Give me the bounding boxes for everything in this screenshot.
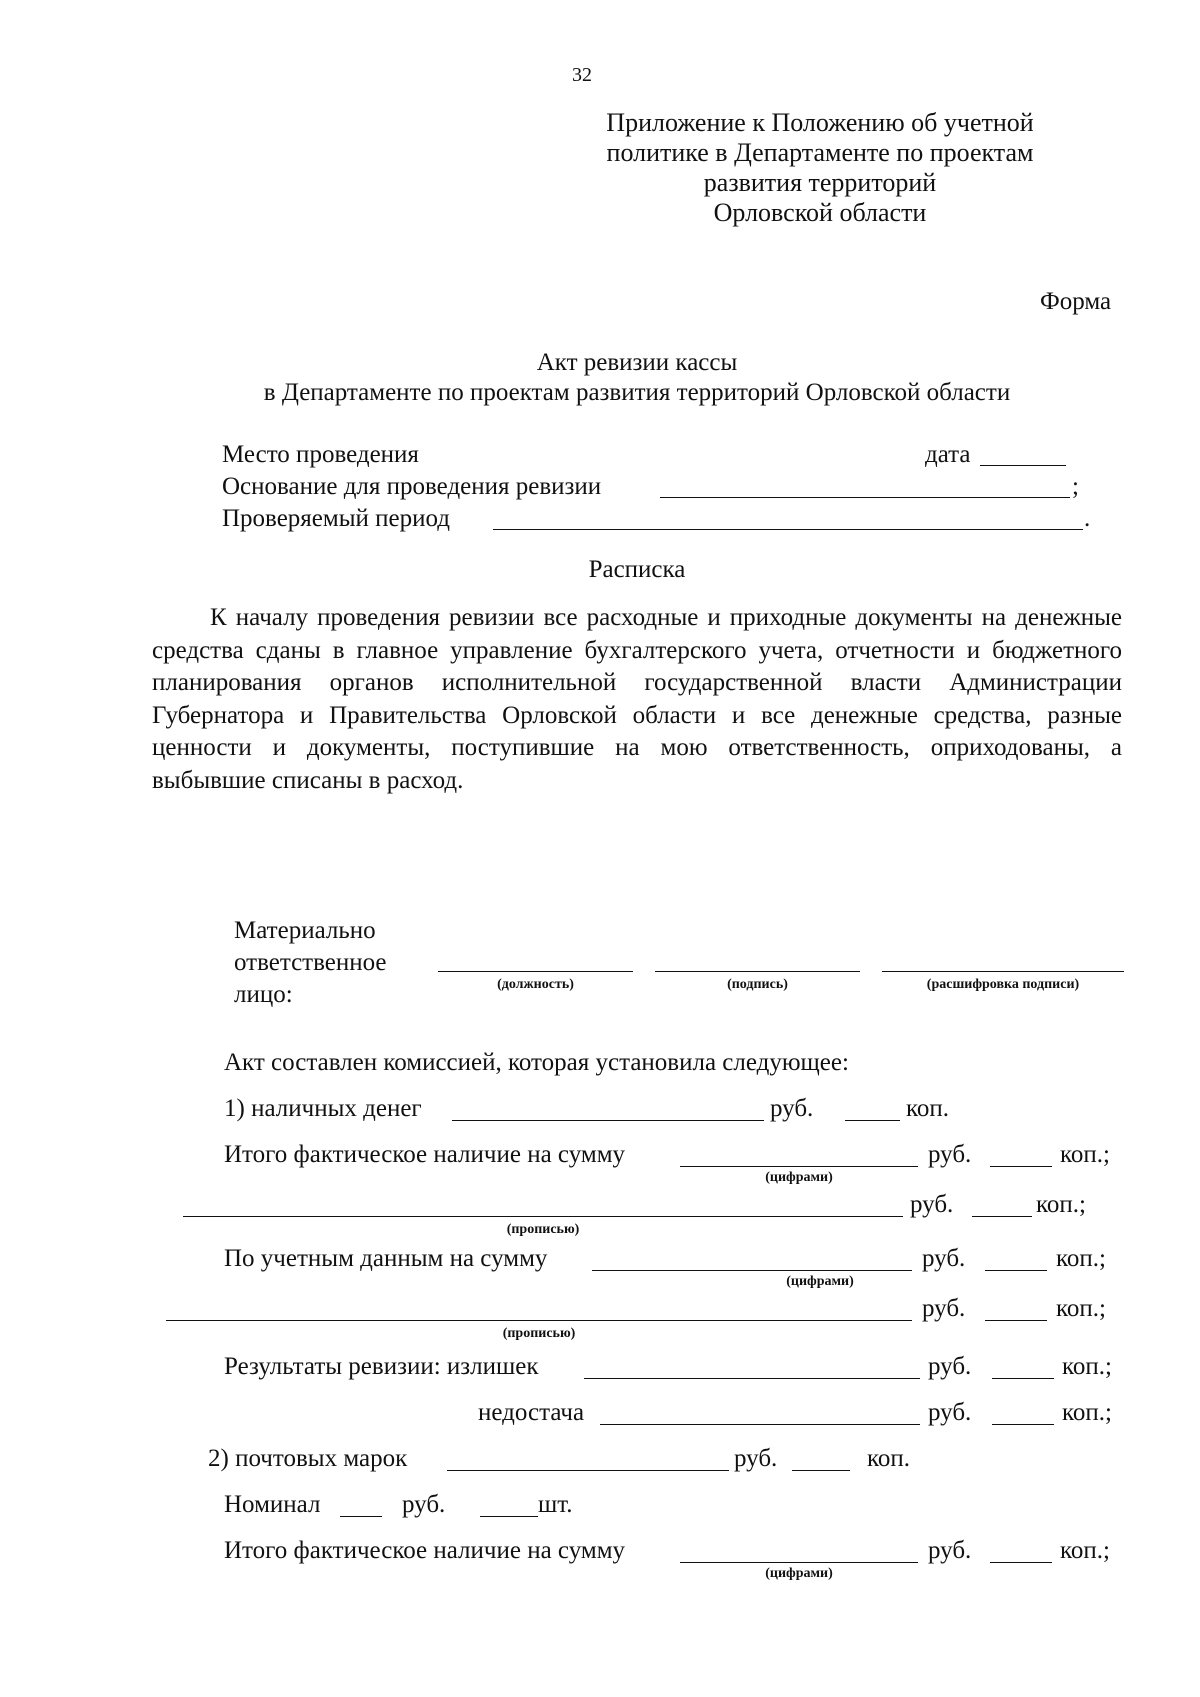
- receipt-heading: Расписка: [588, 556, 686, 583]
- total-actual-kop-blank[interactable]: [990, 1166, 1052, 1167]
- total-actual-words-kop-blank[interactable]: [972, 1216, 1032, 1217]
- stamps-rub-blank[interactable]: [447, 1470, 729, 1471]
- total-actual-words-blank[interactable]: [183, 1216, 903, 1217]
- stamps-kop: коп.: [867, 1445, 911, 1472]
- signature-caption: (подпись): [727, 977, 788, 992]
- appendix-line-1: Приложение к Положению об учетной: [606, 108, 1034, 137]
- nominal-pcs-blank[interactable]: [480, 1516, 538, 1517]
- cash-label: 1) наличных денег: [224, 1095, 422, 1122]
- date-blank[interactable]: [980, 465, 1066, 466]
- cash-rub-blank[interactable]: [452, 1120, 764, 1121]
- receipt-text: К началу проведения ревизии все расходные и приходные документы на денежные средства сданы в главное управление бухгалтерского учета, отчетности и бюджетного планирования органов исполнительной государственной власти Администрации Губернатора и Правительства Орловской области и все денежные средства, разные ценности и документы, поступившие на мою ответственность, оприходованы, а выбывшие списаны в расход.: [152, 604, 1122, 794]
- shortage-label: недостача: [478, 1399, 585, 1426]
- form-label: Форма: [1040, 288, 1112, 315]
- appendix-line-2: политике в Департаменте по проектам: [606, 138, 1034, 167]
- by-records-rub: руб.: [922, 1245, 966, 1272]
- shortage-rub-blank[interactable]: [600, 1424, 920, 1425]
- by-records-words-rub: руб.: [922, 1295, 966, 1322]
- place-label: Место проведения: [222, 441, 419, 468]
- document-subtitle: в Департаменте по проектам развития территорий Орловской области: [263, 379, 1011, 406]
- responsible-line-2: ответственное: [234, 949, 387, 976]
- appendix-line-3: развития территорий: [703, 168, 937, 197]
- total-actual-label: Итого фактическое наличие на сумму: [224, 1141, 626, 1168]
- by-records-label: По учетным данным на сумму: [224, 1245, 548, 1272]
- appendix-line-4: Орловской области: [713, 198, 927, 227]
- surplus-rub: руб.: [928, 1353, 972, 1380]
- total-actual-2-kop-blank[interactable]: [990, 1562, 1052, 1563]
- total-actual-digits-caption: (цифрами): [765, 1170, 833, 1185]
- shortage-kop: коп.;: [1062, 1399, 1112, 1426]
- period-blank[interactable]: [493, 529, 1083, 530]
- by-records-words-kop: коп.;: [1056, 1295, 1106, 1322]
- position-blank[interactable]: [438, 971, 633, 972]
- by-records-words-kop-blank[interactable]: [985, 1320, 1047, 1321]
- total-actual-2-digits-blank[interactable]: [680, 1562, 918, 1563]
- surplus-kop-blank[interactable]: [992, 1378, 1054, 1379]
- stamps-kop-blank[interactable]: [792, 1470, 850, 1471]
- surplus-kop: коп.;: [1062, 1353, 1112, 1380]
- by-records-kop: коп.;: [1056, 1245, 1106, 1272]
- by-records-digits-blank[interactable]: [592, 1270, 912, 1271]
- total-actual-kop: коп.;: [1060, 1141, 1110, 1168]
- document-title: Акт ревизии кассы: [536, 349, 738, 376]
- total-actual-words-kop: коп.;: [1036, 1191, 1086, 1218]
- total-actual-words-caption: (прописью): [506, 1222, 580, 1237]
- date-label: дата: [925, 441, 971, 468]
- total-actual-digits-blank[interactable]: [680, 1166, 918, 1167]
- cash-kop-blank[interactable]: [845, 1120, 900, 1121]
- total-actual-2-digits-caption: (цифрами): [765, 1566, 833, 1581]
- by-records-words-caption: (прописью): [502, 1326, 576, 1341]
- nominal-rub: руб.: [402, 1491, 446, 1518]
- shortage-rub: руб.: [928, 1399, 972, 1426]
- shortage-kop-blank[interactable]: [992, 1424, 1054, 1425]
- results-surplus-label: Результаты ревизии: излишек: [224, 1353, 539, 1380]
- basis-blank[interactable]: [660, 497, 1070, 498]
- by-records-digits-caption: (цифрами): [786, 1274, 854, 1289]
- period-dot: .: [1084, 505, 1091, 532]
- signature-blank[interactable]: [655, 971, 860, 972]
- total-actual-2-rub: руб.: [928, 1537, 972, 1564]
- act-intro: Акт составлен комиссией, которая установила следующее:: [224, 1049, 849, 1076]
- by-records-kop-blank[interactable]: [985, 1270, 1047, 1271]
- stamps-label: 2) почтовых марок: [208, 1445, 408, 1472]
- decoding-caption: (расшифровка подписи): [926, 977, 1080, 992]
- by-records-words-blank[interactable]: [166, 1320, 912, 1321]
- nominal-rub-blank[interactable]: [340, 1516, 382, 1517]
- cash-kop: коп.: [906, 1095, 950, 1122]
- total-actual-rub: руб.: [928, 1141, 972, 1168]
- position-caption: (должность): [497, 977, 574, 992]
- nominal-label: Номинал: [224, 1491, 321, 1518]
- cash-rub: руб.: [770, 1095, 814, 1122]
- total-actual-words-rub: руб.: [910, 1191, 954, 1218]
- basis-semicolon: ;: [1072, 473, 1079, 500]
- nominal-pcs: шт.: [538, 1491, 573, 1518]
- responsible-line-3: лицо:: [234, 981, 293, 1008]
- surplus-rub-blank[interactable]: [584, 1378, 920, 1379]
- stamps-rub: руб.: [734, 1445, 778, 1472]
- decoding-blank[interactable]: [882, 971, 1124, 972]
- page-number: 32: [572, 64, 592, 86]
- total-actual-2-label: Итого фактическое наличие на сумму: [224, 1537, 626, 1564]
- total-actual-2-kop: коп.;: [1060, 1537, 1110, 1564]
- basis-label: Основание для проведения ревизии: [222, 473, 602, 500]
- responsible-line-1: Материально: [234, 917, 376, 944]
- period-label: Проверяемый период: [222, 505, 451, 532]
